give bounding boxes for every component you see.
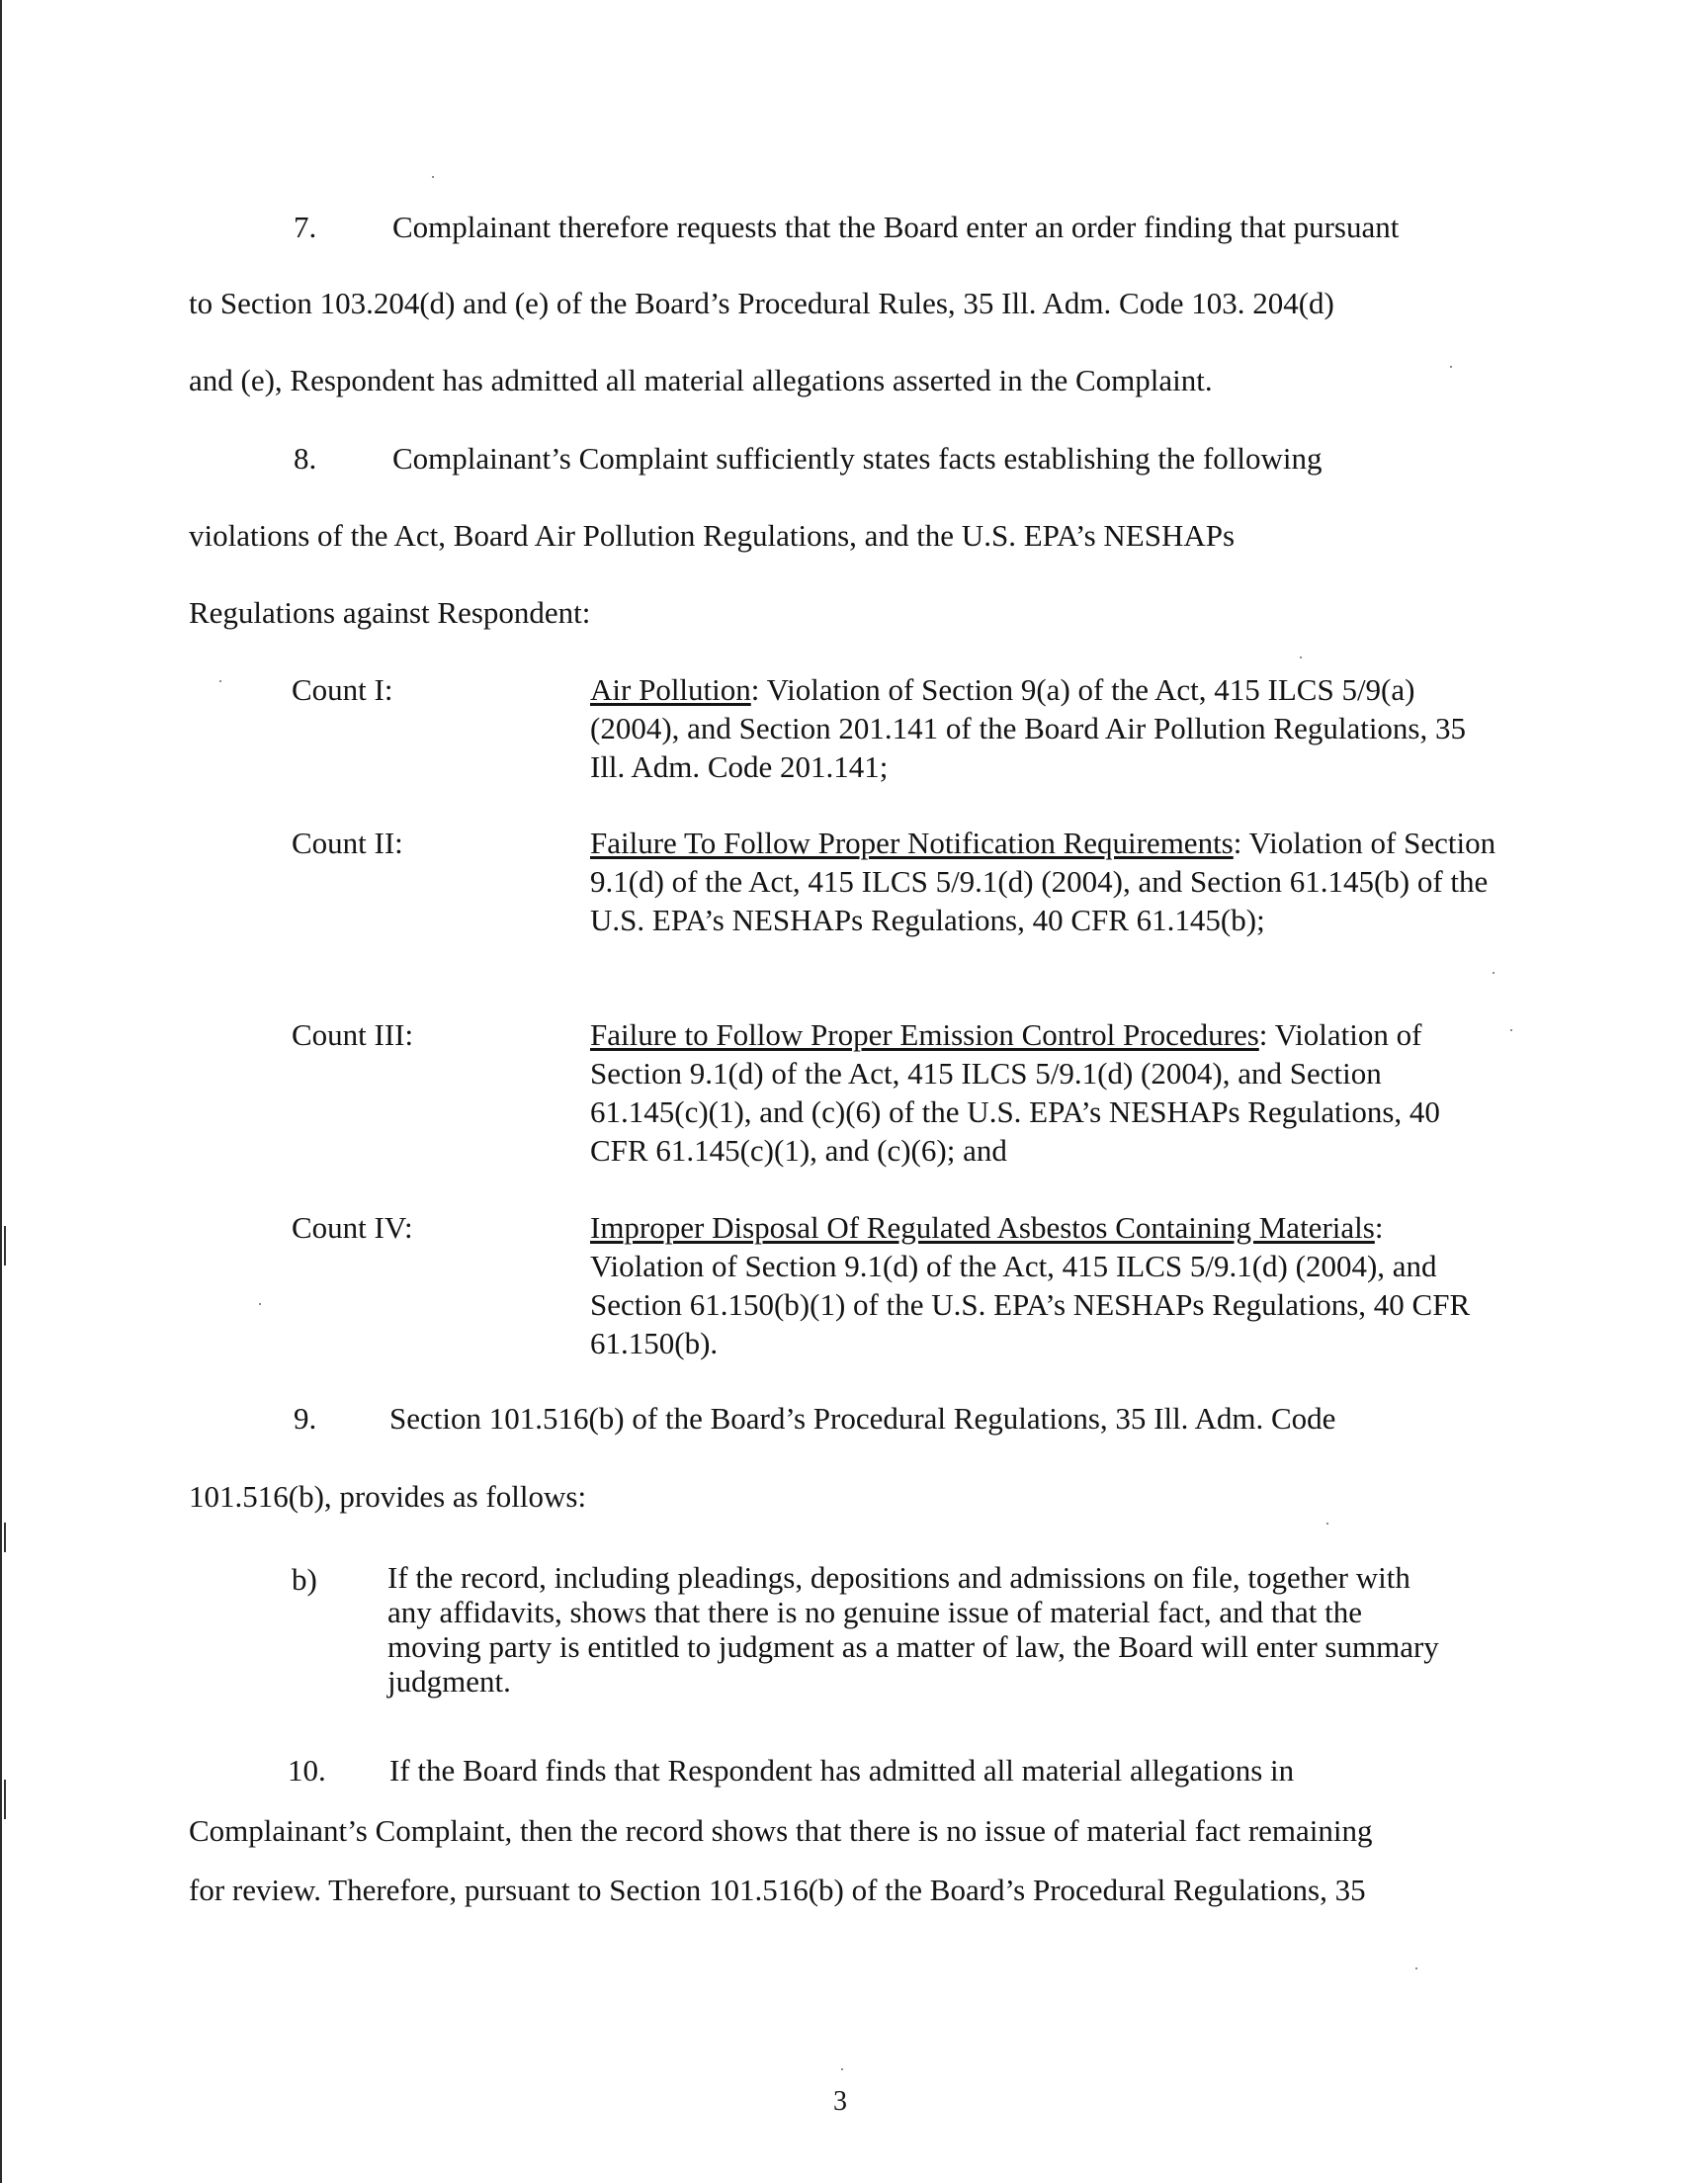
paragraph-8-number: 8.: [294, 441, 317, 476]
scan-speck: [1326, 1523, 1328, 1525]
count-1-text: : Violation of Section 9(a) of the Act, 415 ILCS 5/9(a) (2004), and Section 201.141 of the Board Air Pollution Regulations, 35 Ill. Adm. Code 201.141;: [590, 672, 1466, 784]
paragraph-8-line-2: violations of the Act, Board Air Pollution Regulations, and the U.S. EPA’s NESHAPs: [189, 518, 1236, 553]
count-4-text: : Violation of Section 9.1(d) of the Act, 415 ILCS 5/9.1(d) (2004), and Section 61.150(b)(1) of the U.S. EPA’s NESHAPs Regulations, 40 CFR 61.150(b).: [590, 1210, 1471, 1360]
quote-text: If the record, including pleadings, depositions and admissions on file, together with any affidavits, shows that there is no genuine issue of material fact, and that the moving party is entitled to judgment as a matter of law, the Board will enter summary judgment.: [387, 1560, 1439, 1699]
paragraph-10-number: 10.: [288, 1753, 326, 1788]
scan-speck: [841, 2068, 843, 2070]
count-3-title: Failure to Follow Proper Emission Control Procedures: [590, 1017, 1259, 1052]
paragraph-7-line-1: Complainant therefore requests that the Board enter an order finding that pursuant: [392, 210, 1400, 244]
count-1-label: Count I:: [292, 672, 393, 707]
paragraph-8-line-1: Complainant’s Complaint sufficiently states facts establishing the following: [392, 441, 1323, 476]
paragraph-10-line-3: for review. Therefore, pursuant to Section 101.516(b) of the Board’s Procedural Regulations, 35: [189, 1873, 1366, 1907]
paragraph-10-line-1: If the Board finds that Respondent has admitted all material allegations in: [389, 1753, 1295, 1788]
scan-mark: [4, 1780, 6, 1819]
paragraph-8-line-3: Regulations against Respondent:: [189, 595, 591, 630]
scan-speck: [1300, 656, 1302, 658]
paragraph-10-line-2: Complainant’s Complaint, then the record shows that there is no issue of material fact remaining: [189, 1813, 1373, 1848]
count-4-label: Count IV:: [292, 1210, 413, 1245]
scan-mark: [4, 1226, 6, 1266]
paragraph-7-line-2: to Section 103.204(d) and (e) of the Board’s Procedural Rules, 35 Ill. Adm. Code 103. 204(d): [189, 286, 1334, 320]
paragraph-9-number: 9.: [294, 1401, 317, 1436]
count-2-label: Count II:: [292, 826, 403, 860]
scan-speck: [1493, 972, 1494, 974]
count-2-title: Failure To Follow Proper Notification Requirements: [590, 826, 1234, 860]
count-2-text: : Violation of Section 9.1(d) of the Act, 415 ILCS 5/9.1(d) (2004), and Section 61.145(b) of the U.S. EPA’s NESHAPs Regulations, 40 CFR 61.145(b);: [590, 826, 1496, 937]
count-3-text: : Violation of Section 9.1(d) of the Act, 415 ILCS 5/9.1(d) (2004), and Section 61.145(c)(1), and (c)(6) of the U.S. EPA’s NESHAPs Regulations, 40 CFR 61.145(c)(1), and (c)(6); and: [590, 1017, 1440, 1168]
quote-label: b): [292, 1562, 317, 1597]
scan-speck: [219, 680, 221, 682]
scan-speck: [259, 1303, 261, 1305]
count-3-label: Count III:: [292, 1017, 414, 1052]
scan-left-edge: [0, 0, 2, 2183]
count-3-body: [590, 1015, 1499, 1170]
scan-speck: [1415, 1967, 1417, 1969]
paragraph-7-line-3: and (e), Respondent has admitted all material allegations asserted in the Complaint.: [189, 363, 1213, 397]
count-2-body: [590, 824, 1499, 939]
count-4-body: [590, 1208, 1499, 1362]
paragraph-9-line-1: Section 101.516(b) of the Board’s Procedural Regulations, 35 Ill. Adm. Code: [389, 1401, 1336, 1436]
paragraph-9-line-2: 101.516(b), provides as follows:: [189, 1479, 587, 1514]
scan-speck: [1450, 366, 1452, 368]
scan-speck: [432, 176, 434, 178]
scan-speck: [1510, 1029, 1512, 1031]
scan-mark: [4, 1523, 6, 1552]
paragraph-7-number: 7.: [294, 210, 317, 244]
page-number: 3: [833, 2086, 847, 2117]
count-1-body: [590, 670, 1499, 786]
count-1-title: Air Pollution: [590, 672, 751, 707]
count-4-title: Improper Disposal Of Regulated Asbestos Containing Materials: [590, 1210, 1375, 1245]
